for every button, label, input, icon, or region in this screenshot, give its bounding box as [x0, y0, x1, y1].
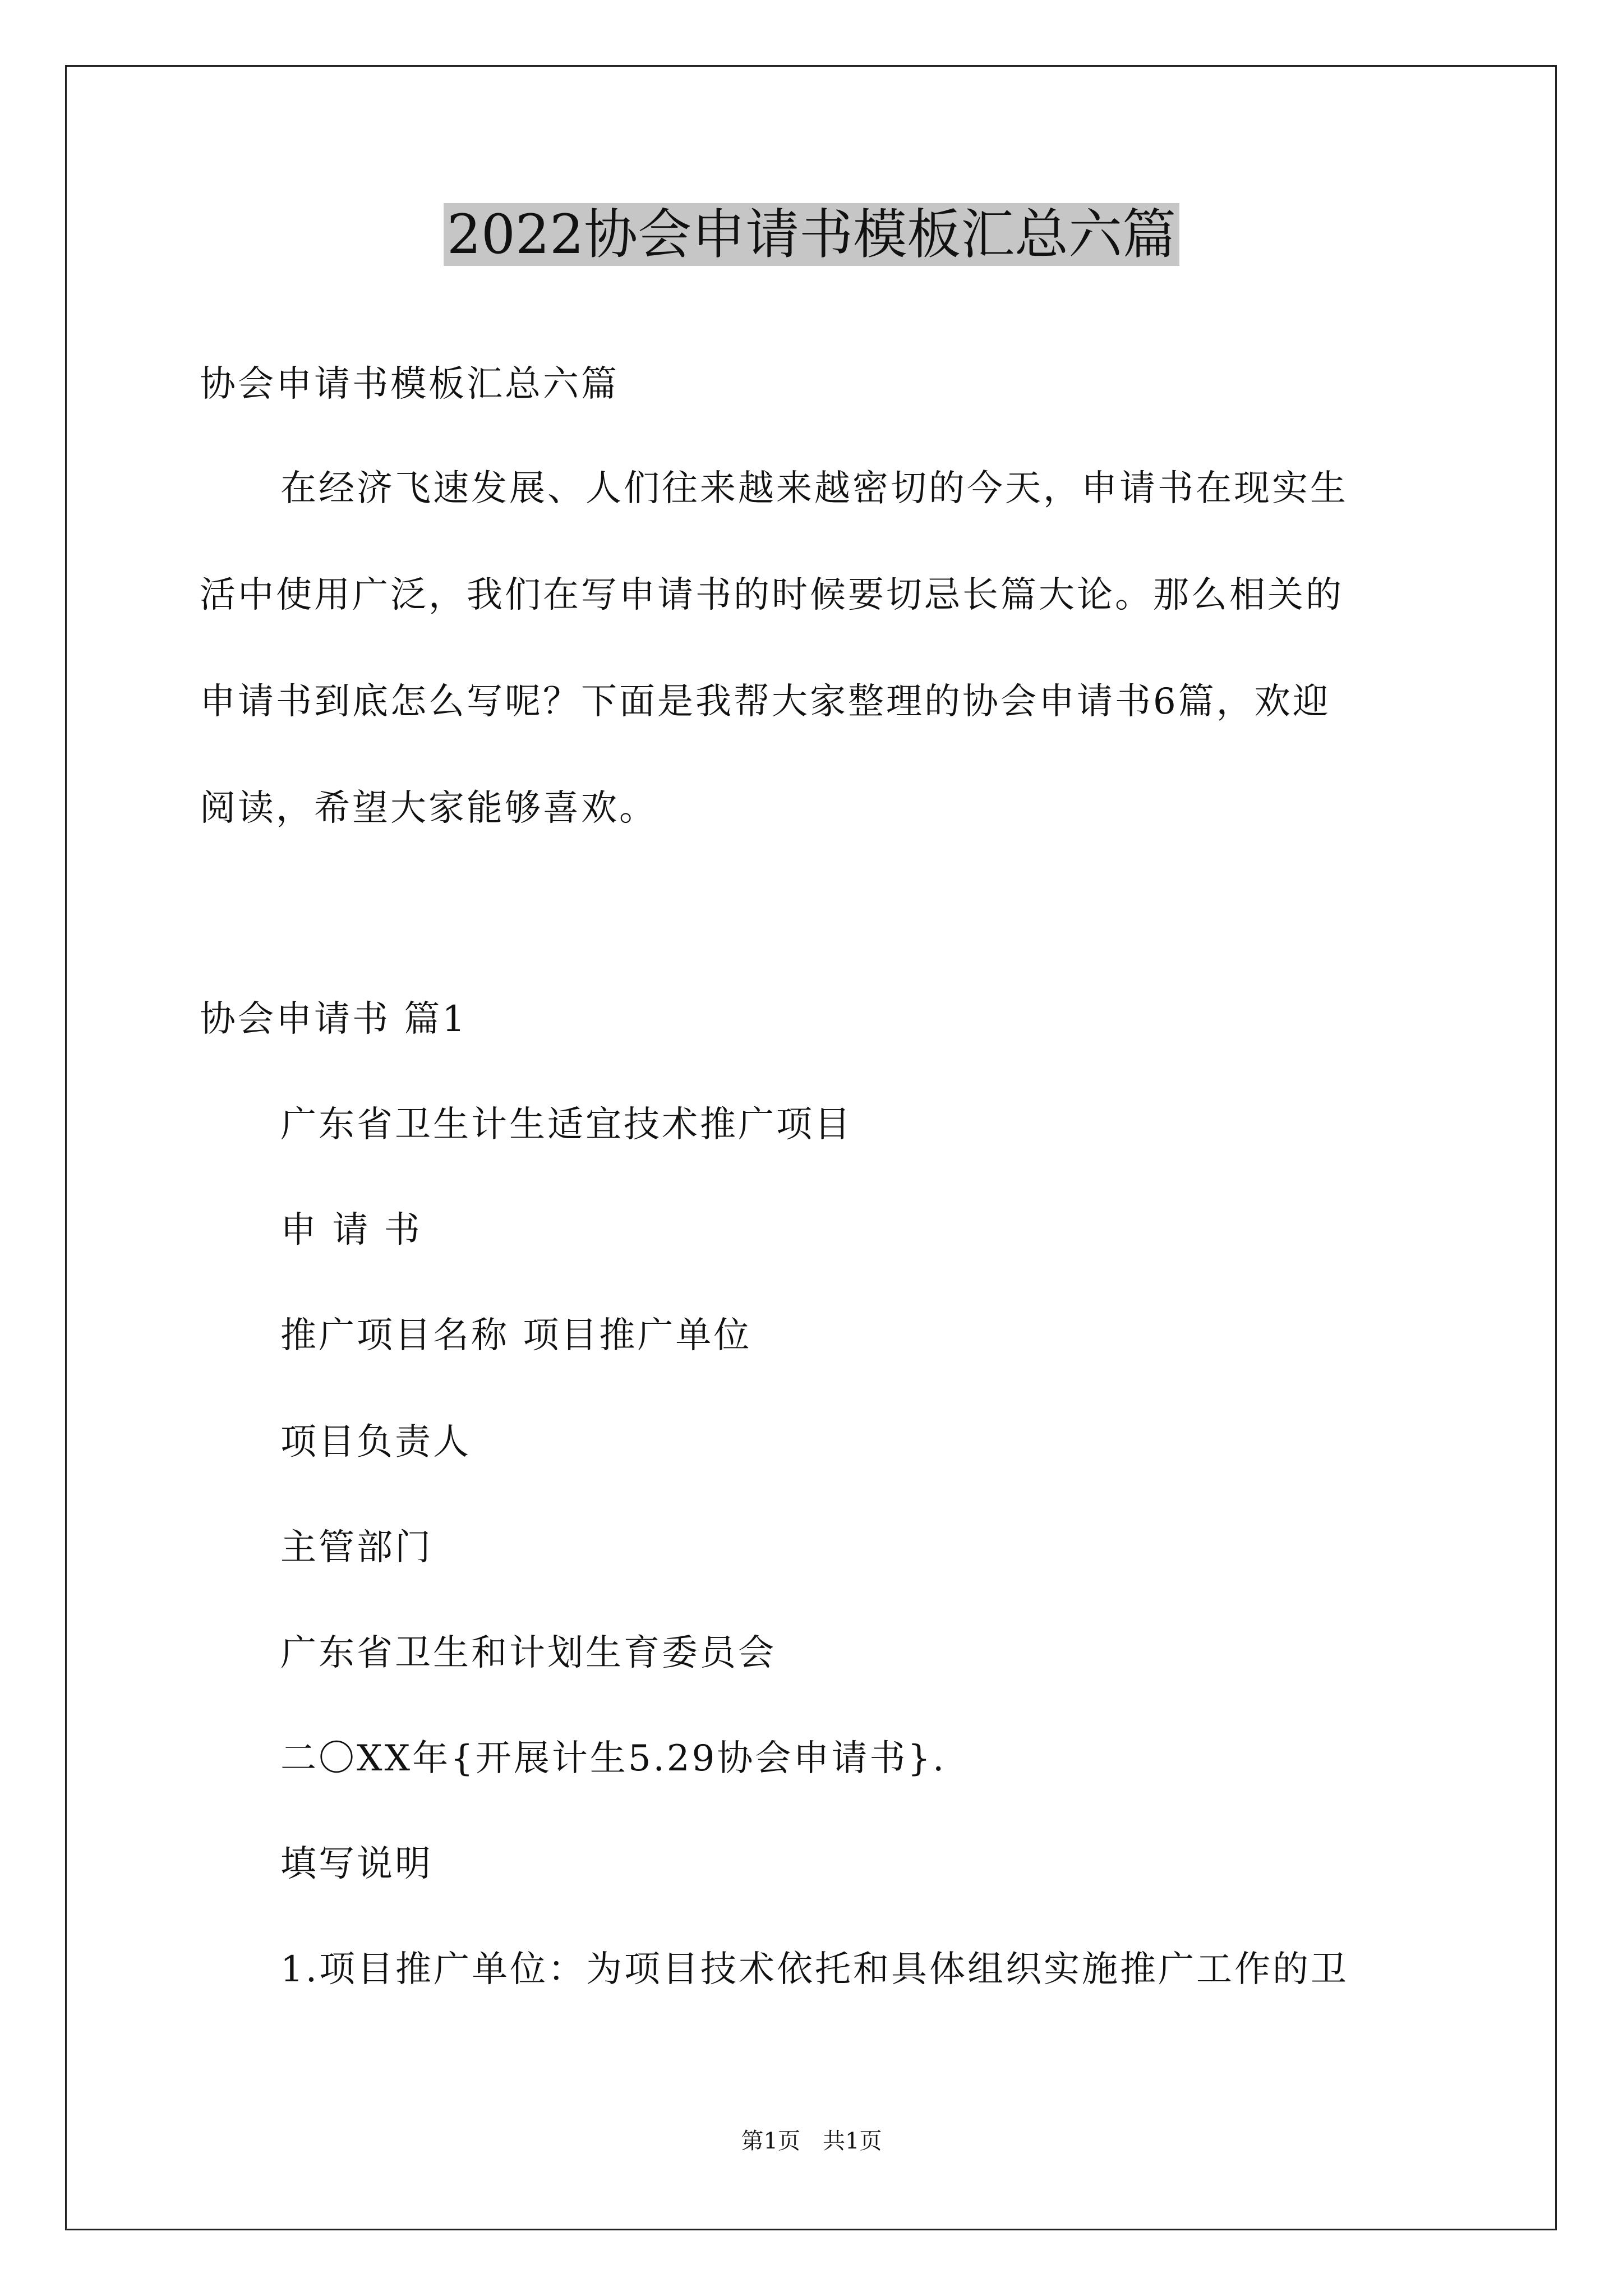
body-line-4: 项目负责人: [280, 1421, 471, 1463]
subtitle: 协会申请书模板汇总六篇: [200, 364, 619, 405]
body-line-7: 二〇XX年{开展计生5.29协会申请书}.: [280, 1738, 947, 1779]
body-line-5: 主管部门: [280, 1527, 433, 1568]
intro-line-2: 活中使用广泛，我们在写申请书的时候要切忌长篇大论。那么相关的: [200, 574, 1344, 616]
document-title: [0, 195, 1623, 274]
body-line-2: 申 请 书: [280, 1209, 422, 1251]
body-line-9: 1.项目推广单位：为项目技术依托和具体组织实施推广工作的卫: [280, 1949, 1349, 1990]
body-line-8: 填写说明: [280, 1843, 433, 1885]
section-heading: 协会申请书 篇1: [200, 999, 468, 1040]
intro-line-4: 阅读，希望大家能够喜欢。: [200, 788, 657, 829]
title-highlight: 2022协会申请书模板汇总六篇: [444, 203, 1179, 266]
body-line-1: 广东省卫生计生适宜技术推广项目: [280, 1104, 852, 1145]
intro-line-1: 在经济飞速发展、人们往来越来越密切的今天，申请书在现实生: [280, 468, 1348, 509]
page-footer: 第1页 共1页: [741, 2128, 882, 2154]
body-line-3: 推广项目名称 项目推广单位: [280, 1315, 752, 1356]
body-line-6: 广东省卫生和计划生育委员会: [280, 1632, 776, 1674]
intro-line-3: 申请书到底怎么写呢？下面是我帮大家整理的协会申请书6篇，欢迎: [200, 681, 1331, 723]
